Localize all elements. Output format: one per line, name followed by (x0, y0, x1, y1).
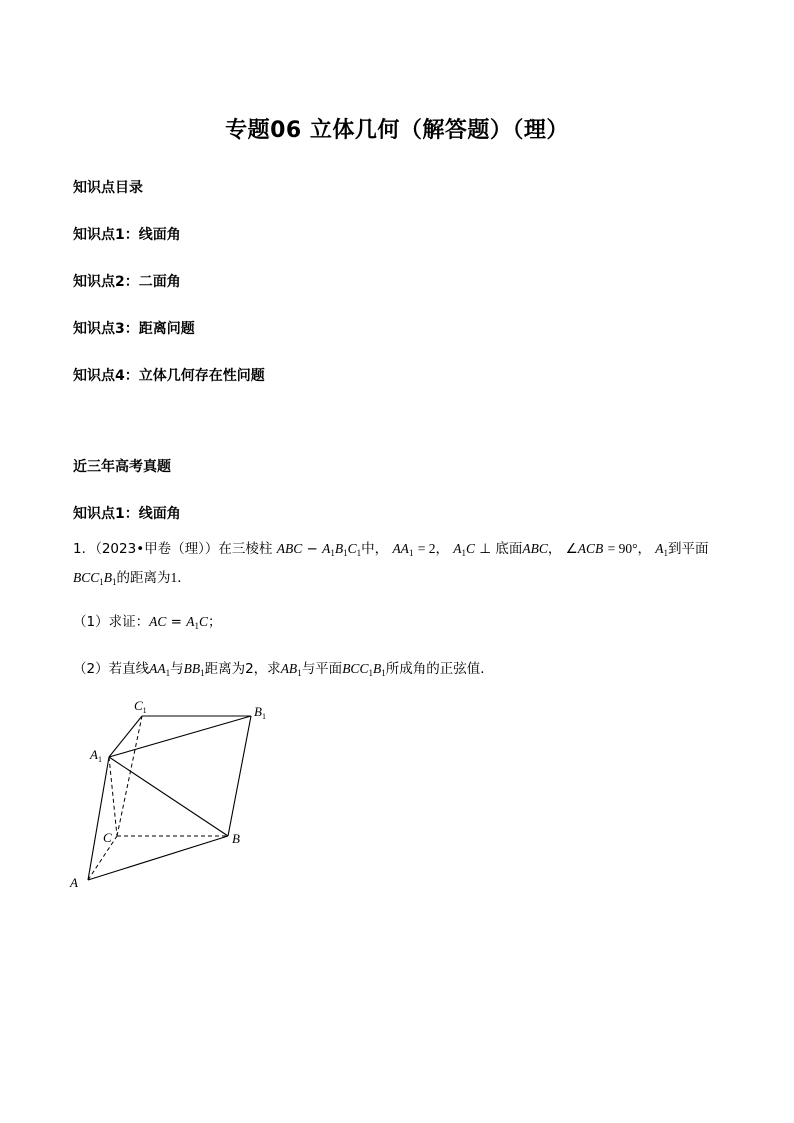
section-subheading: 知识点1：线面角 (73, 506, 181, 522)
label-a: A (70, 875, 78, 890)
edge-a1-c (109, 757, 117, 836)
edge-b-b1 (228, 716, 251, 836)
section-heading: 近三年高考真题 (73, 459, 171, 475)
label-c: C (103, 830, 112, 845)
toc-item-2: 知识点2：二面角 (73, 274, 181, 290)
problem-line-2: $BCC_1B_1$的距离为1． (73, 570, 191, 587)
page-title: 专题06 立体几何（解答题）（理） (225, 118, 569, 143)
edge-a1-b (109, 757, 228, 836)
question-2: （2）若直线$AA_1$与$BB_1$距离为2，求$AB_1$与平面$BCC_1B_1$所成角的正弦值． (73, 661, 494, 678)
problem-line-1: 1．（2023•甲卷（理））在三棱柱 ABC − $A_1B_1C_1$中， $AA_1 = 2$， $A_1C$ ⊥ 底面ABC， ∠ACB = 90°， $A_1$到平面 (73, 541, 709, 558)
label-b: B (232, 831, 240, 846)
label-c1: $C_1$ (134, 698, 147, 715)
toc-item-1: 知识点1：线面角 (73, 227, 181, 243)
toc-heading: 知识点目录 (73, 180, 143, 196)
toc-item-4: 知识点4：立体几何存在性问题 (73, 368, 265, 384)
edge-a-a1 (88, 757, 109, 880)
problem-number: 1． (73, 541, 96, 557)
problem-source: （2023•甲卷（理）） (95, 541, 219, 557)
label-a1: $A_1$ (90, 747, 102, 764)
edge-a1-c1 (109, 716, 142, 757)
question-1: （1）求证：AC = $A_1C$； (73, 614, 222, 631)
edge-a1-b1 (109, 716, 251, 757)
label-b1: $B_1$ (254, 704, 266, 721)
toc-item-3: 知识点3：距离问题 (73, 321, 195, 337)
